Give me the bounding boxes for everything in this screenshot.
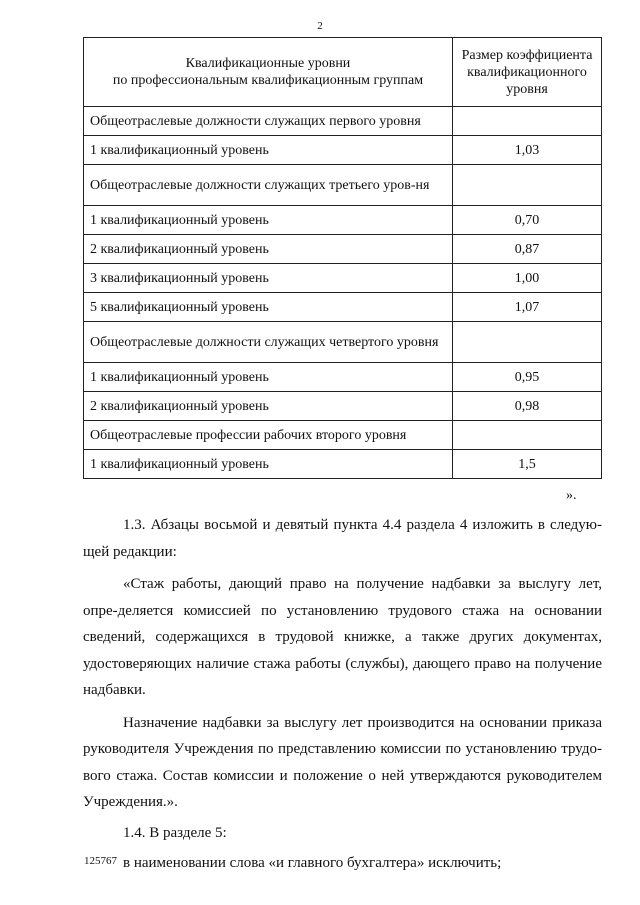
cell-qualification-level: Общеотраслевые должности служащих третьего уров-ня <box>84 165 453 206</box>
cell-coefficient-value: 1,5 <box>453 450 602 479</box>
cell-coefficient-value: 0,98 <box>453 392 602 421</box>
cell-coefficient-value: 0,70 <box>453 206 602 235</box>
cell-coefficient-value: 1,00 <box>453 264 602 293</box>
table-row <box>84 293 602 322</box>
cell-qualification-level: 5 квалификационный уровень <box>84 293 453 322</box>
cell-qualification-level: Общеотраслевые профессии рабочих второго уровня <box>84 421 453 450</box>
table-row <box>84 421 602 450</box>
cell-qualification-level: Общеотраслевые должности служащих первого уровня <box>84 107 453 136</box>
cell-coefficient-value: 1,07 <box>453 293 602 322</box>
header-coefficient-size <box>453 38 602 107</box>
cell-coefficient-value <box>453 107 602 136</box>
document-code: 125767 <box>84 855 117 867</box>
paragraph-quote-seniority: «Стаж работы, дающий право на получение надбавки за выслугу лет, опре-деляется комиссией по установлению трудового стажа на основании сведений, содержащихся в трудовой книжке, а также других документах, удостоверяющих наличие стажа работы (службы), дающего право на получение надбавки. <box>83 576 602 698</box>
cell-qualification-level: 2 квалификационный уровень <box>84 235 453 264</box>
header-qualification-levels <box>84 38 453 107</box>
table-row <box>84 206 602 235</box>
table-row <box>84 392 602 421</box>
paragraph-1-3: 1.3. Абзацы восьмой и девятый пункта 4.4 раздела 4 изложить в следую-щей редакции: <box>83 517 602 560</box>
cell-coefficient-value <box>453 322 602 363</box>
cell-coefficient-value: 0,87 <box>453 235 602 264</box>
table-row <box>84 363 602 392</box>
cell-coefficient-value <box>453 165 602 206</box>
cell-qualification-level: 2 квалификационный уровень <box>84 392 453 421</box>
table-row <box>84 107 602 136</box>
cell-qualification-level: Общеотраслевые должности служащих четвертого уровня <box>84 322 453 363</box>
cell-qualification-level: 1 квалификационный уровень <box>84 363 453 392</box>
table-body <box>84 107 602 479</box>
table-row <box>84 322 602 363</box>
body-text <box>83 512 602 877</box>
cell-qualification-level: 1 квалификационный уровень <box>84 450 453 479</box>
coefficient-table <box>83 37 602 479</box>
header-col2-text: Размер коэффициента квалификационного уровня <box>461 47 593 97</box>
cell-coefficient-value <box>453 421 602 450</box>
cell-coefficient-value: 0,95 <box>453 363 602 392</box>
cell-qualification-level: 1 квалификационный уровень <box>84 206 453 235</box>
table-header-row <box>84 38 602 107</box>
table-row <box>84 264 602 293</box>
page-number: 2 <box>317 20 323 32</box>
cell-qualification-level: 3 квалификационный уровень <box>84 264 453 293</box>
paragraph-1-4: 1.4. В разделе 5: <box>123 824 227 841</box>
quote-close-mark: ». <box>566 488 577 503</box>
table-row <box>84 165 602 206</box>
table-row <box>84 136 602 165</box>
paragraph-title-change: в наименовании слова «и главного бухгалтера» исключить; <box>123 855 502 871</box>
paragraph-bonus-assignment: Назначение надбавки за выслугу лет производится на основании приказа руководителя Учреждения по представлению комиссии по установлению трудо-вого стажа. Состав комиссии и положение о ней утверждаются руководителем Учреждения.». <box>83 714 602 810</box>
cell-qualification-level: 1 квалификационный уровень <box>84 136 453 165</box>
table-row <box>84 235 602 264</box>
header-col1-text: Квалификационные уровни по профессиональным квалификационным группам <box>112 56 424 88</box>
cell-coefficient-value: 1,03 <box>453 136 602 165</box>
table-row <box>84 450 602 479</box>
